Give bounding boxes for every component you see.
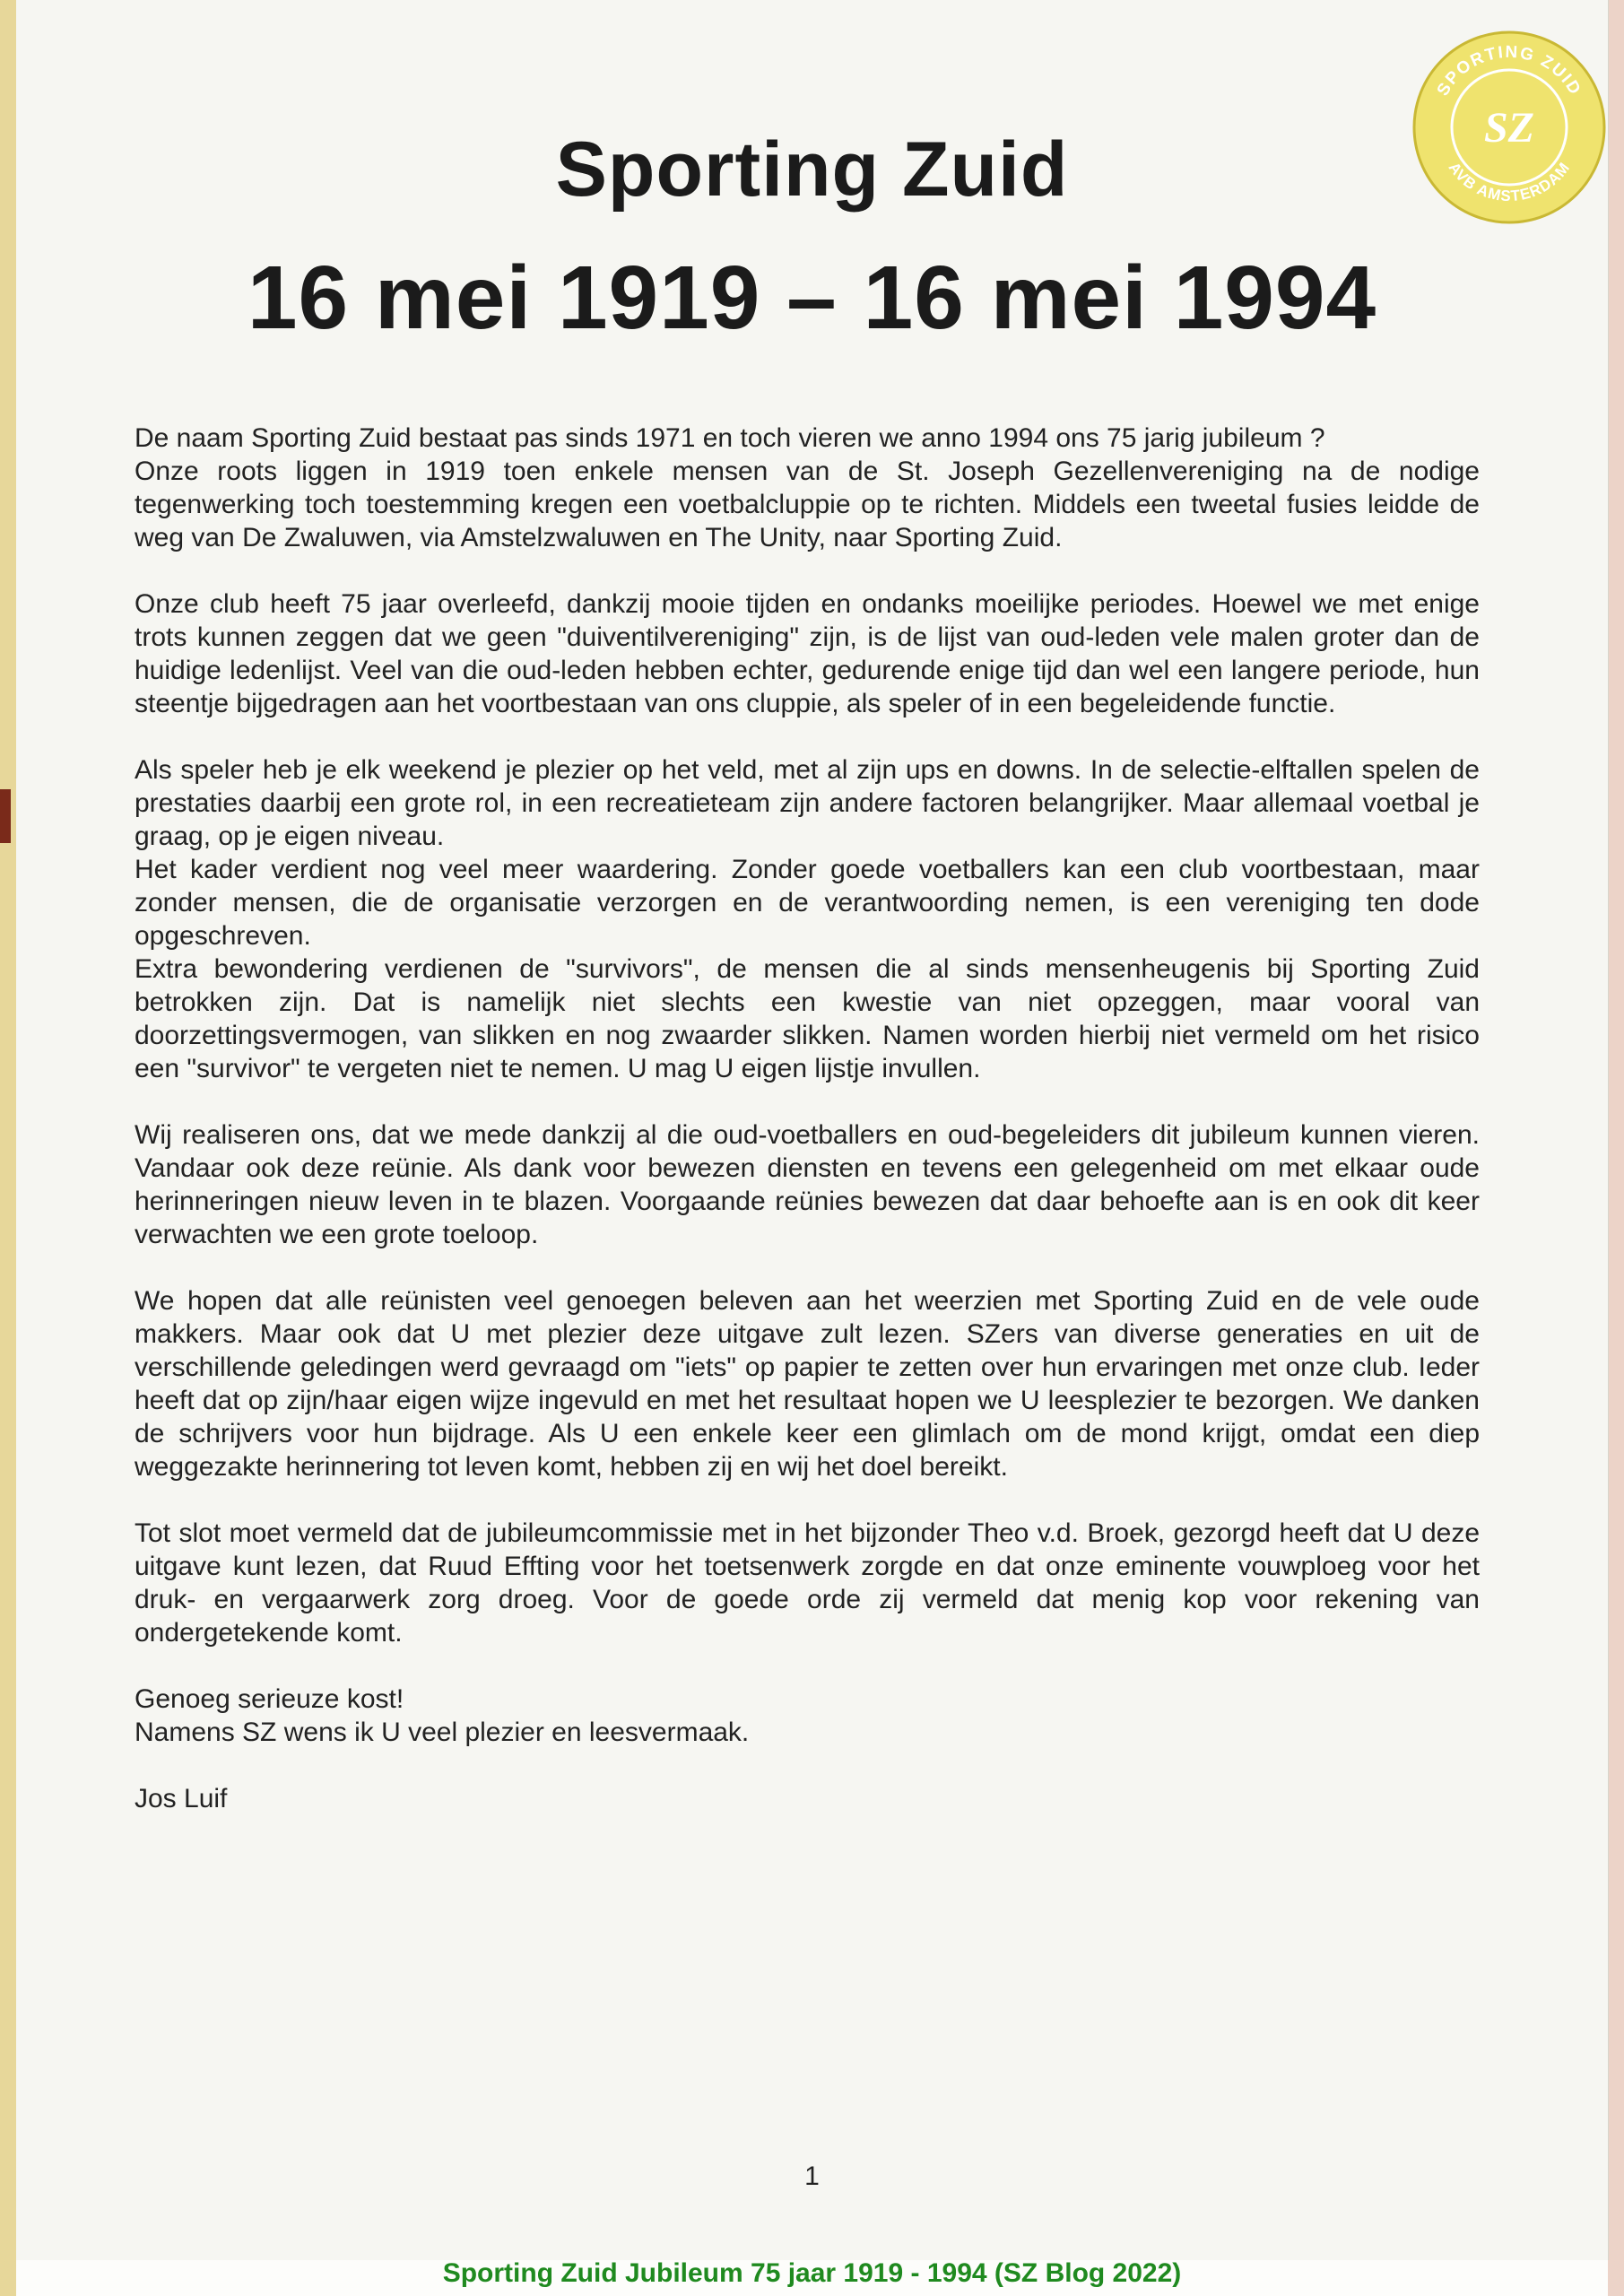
footer-caption: Sporting Zuid Jubileum 75 jaar 1919 - 1994 (SZ Blog 2022)	[442, 2258, 1182, 2288]
article-paragraph: De naam Sporting Zuid bestaat pas sinds 1971 en toch vieren we anno 1994 ons 75 jarig jubileum ?	[135, 423, 1325, 453]
left-binding-strip	[0, 0, 16, 2296]
seal-top-text: SPORTING ZUID	[1433, 42, 1585, 100]
article-paragraph: Het kader verdient nog veel meer waardering. Zonder goede voetballers kan een club voortbestaan, maar zonder mensen, die de organisatie verzorgen en de verantwoording nemen, is een vereniging ten dode opgeschreven.	[135, 855, 1480, 951]
article-paragraph: We hopen dat alle reünisten veel genoegen beleven aan het weerzien met Sporting Zuid en de vele oude makkers. Maar ook dat U met plezier deze uitgave zult lezen. SZers van diverse generaties en uit de verschillende geledingen werd gevraagd om "iets" op papier te zetten over hun ervaringen met onze club. Ieder heeft dat op zijn/haar eigen wijze ingevuld en met het resultaat hopen we U leesplezier te bezorgen. We danken de schrijvers voor hun bijdrage. Als U een enkele keer een glimlach om de mond krijgt, omdat een diep weggezakte herinnering tot leven komt, hebben zij en wij het doel bereikt.	[135, 1286, 1480, 1482]
article-paragraph: Onze club heeft 75 jaar overleefd, dankzij mooie tijden en ondanks moeilijke periodes. Hoewel we met enige trots kunnen zeggen dat we geen "duiventilvereniging" zijn, is de lijst van oud-leden vele malen groter dan de huidige ledenlijst. Veel van die oud-leden hebben echter, gedurende enige tijd dan wel een langere periode, hun steentje bijgedragen aan het voortbestaan van ons cluppie, als speler of in een begeleidende functie.	[135, 589, 1480, 718]
closing-line: Namens SZ wens ik U veel plezier en leesvermaak.	[135, 1718, 750, 1747]
seal-bottom-text: AVB AMSTERDAM	[1445, 159, 1574, 205]
binding-mark	[0, 789, 11, 843]
closing-line: Genoeg serieuze kost!	[135, 1684, 404, 1714]
page-title: Sporting Zuid	[555, 126, 1069, 213]
document-page	[16, 0, 1609, 2260]
article-paragraph: Tot slot moet vermeld dat de jubileumcommissie met in het bijzonder Theo v.d. Broek, gezorgd heeft dat U deze uitgave kunt lezen, dat Ruud Effting voor het toetsenwerk zorgde en dat onze eminente vouwploeg voor het druk- en vergaarwerk zorg droeg. Voor de goede orde zij vermeld dat menig kop voor rekening van ondergetekende komt.	[135, 1518, 1480, 1648]
right-binding-strip	[1608, 0, 1624, 2296]
article-paragraph: Extra bewondering verdienen de "survivors", de mensen die al sinds mensenheugenis bij Sporting Zuid betrokken zijn. Dat is namelijk niet slechts een kwestie van niet opzeggen, maar vooral van doorzettingsvermogen, van slikken en nog zwaarder slikken. Namen worden hierbij niet vermeld om het risico een "survivor" te vergeten niet te nemen. U mag U eigen lijstje invullen.	[135, 954, 1480, 1083]
article-paragraph: Wij realiseren ons, dat we mede dankzij al die oud-voetballers en oud-begeleiders dit jubileum kunnen vieren. Vandaar ook deze reünie. Als dank voor bewezen diensten en tevens een gelegenheid om met elkaar oude herinneringen nieuw leven in te blazen. Voorgaande reünies bewezen dat daar behoefte aan is en ook dit keer verwachten we een grote toeloop.	[135, 1120, 1480, 1249]
seal-monogram: SZ	[1483, 104, 1535, 152]
article-body	[135, 422, 1480, 1848]
article-paragraph: Onze roots liggen in 1919 toen enkele mensen van de St. Joseph Gezellenvereniging na de nodige tegenwerking toch toestemming kregen een voetbalcluppie op te richten. Middels een tweetal fusies leidde de weg van De Zwaluwen, via Amstelzwaluwen en The Unity, naar Sporting Zuid.	[135, 457, 1480, 552]
signature-name: Jos Luif	[135, 1784, 228, 1813]
page-subtitle-dates: 16 mei 1919 – 16 mei 1994	[247, 248, 1377, 348]
article-paragraph: Als speler heb je elk weekend je plezier op het veld, met al zijn ups en downs. In de selectie-elftallen spelen de prestaties daarbij een grote rol, in een recreatieteam zijn andere factoren belangrijker. Maar allemaal voetbal je graag, op je eigen niveau.	[135, 755, 1480, 851]
page-number: 1	[804, 2161, 820, 2191]
